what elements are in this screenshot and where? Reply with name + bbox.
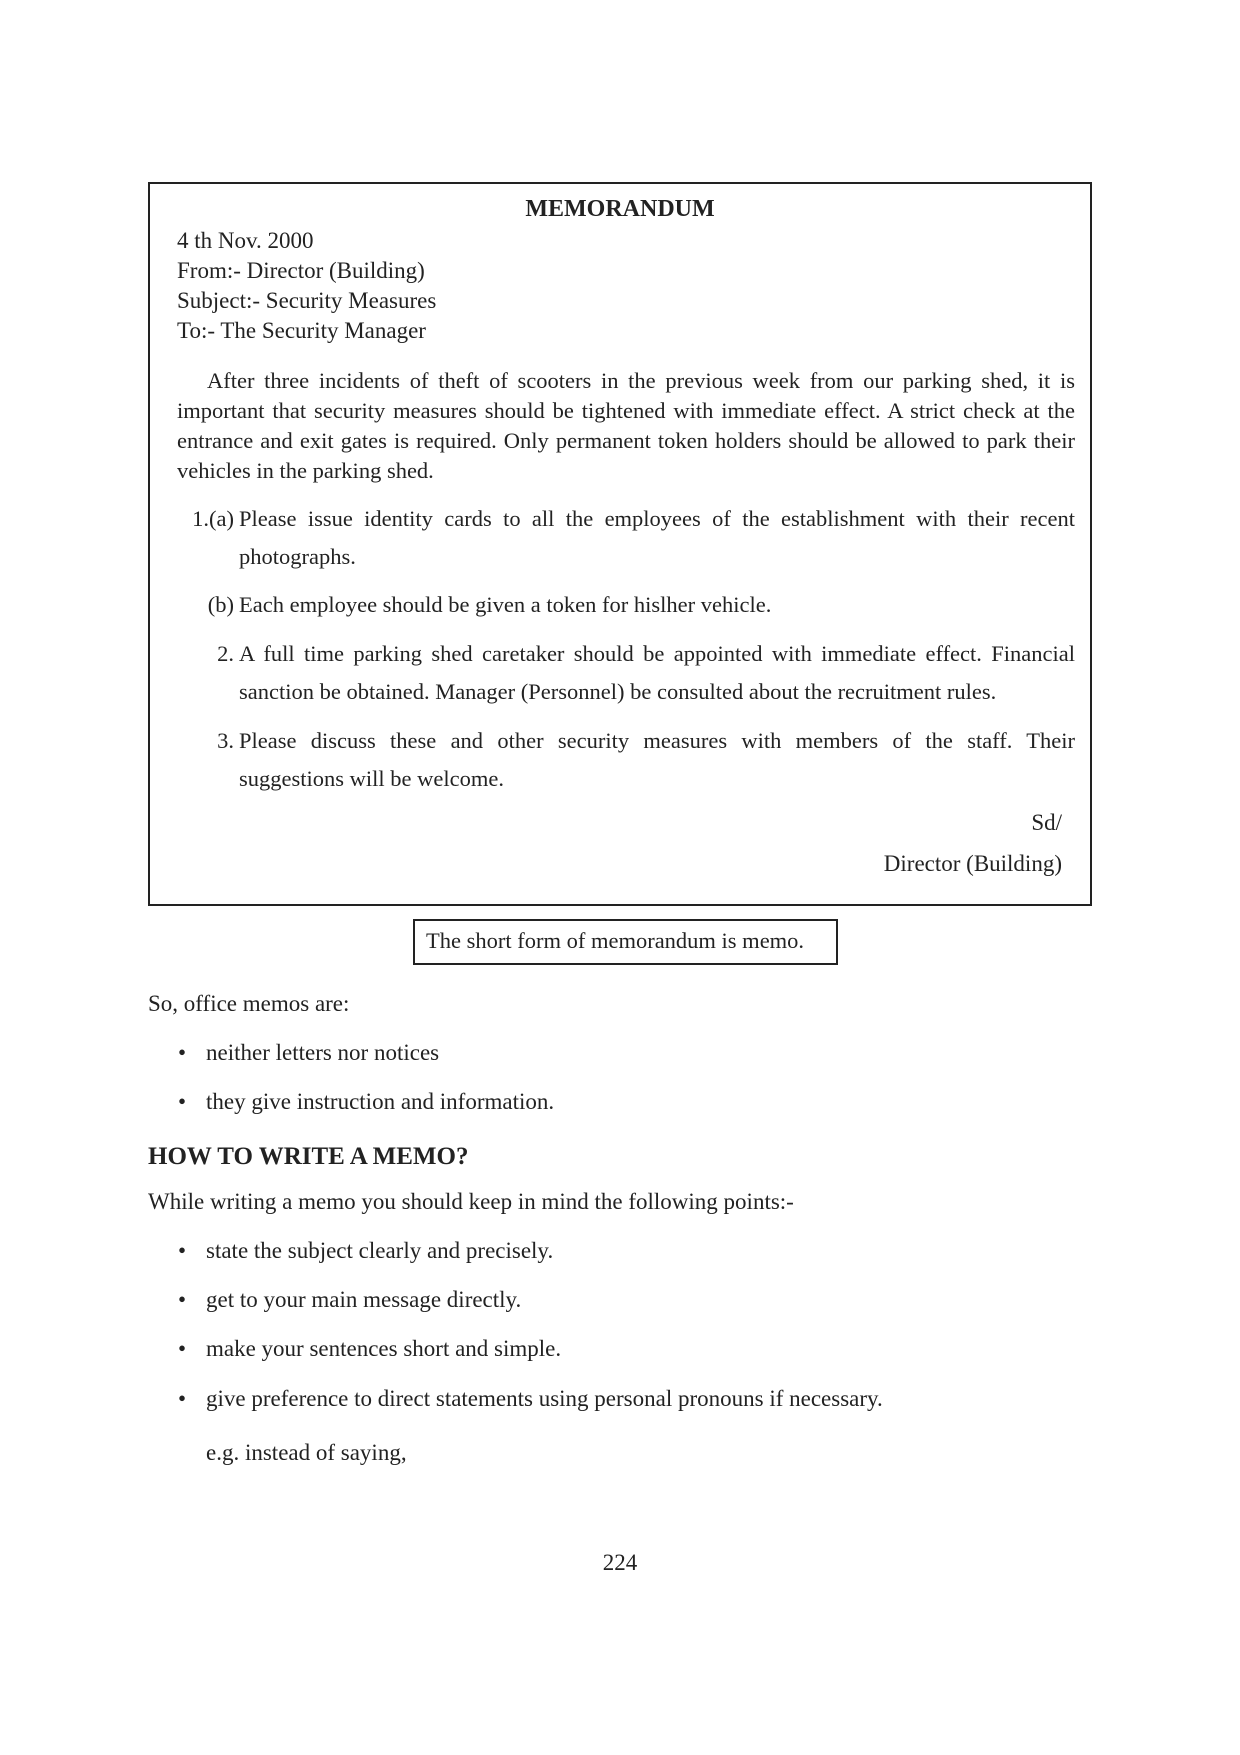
bullet-icon: • xyxy=(178,1287,187,1312)
memo-item-text: Each employee should be given a token for hislher vehicle. xyxy=(239,592,772,617)
memo-item-number: 3. xyxy=(217,728,234,753)
memo-paragraph: After three incidents of theft of scooters in the previous week from our parking shed, it is important that security measures should be tightened with immediate effect. A strict check at the entrance and exit gates is required. Only permanent token holders should be allowed to park their vehicles in the parking shed. xyxy=(177,368,1075,483)
list-item-text: make your sentences short and simple. xyxy=(206,1336,562,1361)
signature-sd: Sd/ xyxy=(1031,810,1062,835)
bullet-icon: • xyxy=(178,1238,187,1263)
how-to-intro: While writing a memo you should keep in mind the following points:- xyxy=(148,1189,794,1214)
list-item-text: they give instruction and information. xyxy=(206,1089,555,1114)
memo-date: 4 th Nov. 2000 xyxy=(177,228,314,253)
office-memos-intro: So, office memos are: xyxy=(148,991,350,1016)
memo-item-text: A full time parking shed caretaker should be appointed with immediate effect. Financial sanction be obtained. Manager (Personnel) be consulted about the recruitment rules. xyxy=(239,641,1075,704)
memo-item-number: (b) xyxy=(207,592,234,617)
memo-title: MEMORANDUM xyxy=(525,196,715,222)
list-item-text: get to your main message directly. xyxy=(206,1287,522,1312)
bullet-icon: • xyxy=(178,1089,187,1114)
section-heading: HOW TO WRITE A MEMO? xyxy=(148,1143,469,1170)
memo-item-text: Please issue identity cards to all the employees of the establishment with their recent photographs. xyxy=(239,506,1075,569)
page-number: 224 xyxy=(602,1550,638,1575)
bullet-icon: • xyxy=(178,1336,187,1361)
example-text: e.g. instead of saying, xyxy=(206,1440,407,1465)
memo-item-text: Please discuss these and other security measures with members of the staff. Their suggestions will be welcome. xyxy=(239,728,1075,791)
list-item-text: give preference to direct statements using personal pronouns if necessary. xyxy=(206,1386,883,1411)
list-item-text: state the subject clearly and precisely. xyxy=(206,1238,554,1263)
list-item-text: neither letters nor notices xyxy=(206,1040,440,1065)
bullet-icon: • xyxy=(178,1386,187,1411)
bullet-icon: • xyxy=(178,1040,187,1065)
memo-from: From:- Director (Building) xyxy=(177,258,425,283)
signature-name: Director (Building) xyxy=(883,851,1062,876)
short-form-note-box: The short form of memorandum is memo. xyxy=(413,919,838,965)
memo-to: To:- The Security Manager xyxy=(177,318,426,343)
memorandum-box xyxy=(148,182,1092,906)
memo-subject: Subject:- Security Measures xyxy=(177,288,437,313)
memo-item-number: 1.(a) xyxy=(192,506,234,531)
memo-item-number: 2. xyxy=(217,641,234,666)
